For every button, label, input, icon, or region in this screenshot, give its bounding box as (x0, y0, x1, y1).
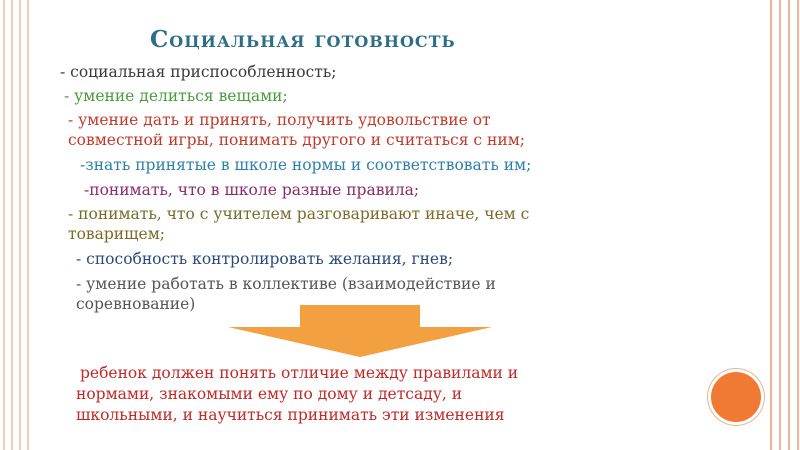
list-item: соревнование) (76, 295, 196, 313)
list-item: - умение дать и принять, получить удовольствие от (68, 111, 491, 129)
slide-title: Социальная готовность (150, 26, 456, 53)
list-item: - понимать, что с учителем разговаривают иначе, чем с (68, 205, 530, 223)
list-item: -знать принятые в школе нормы и соответствовать им; (80, 156, 532, 174)
conclusion-line: нормами, знакомыми ему по дому и детсаду, и (76, 385, 463, 403)
list-item: - социальная приспособленность; (60, 63, 337, 81)
list-item: - умение делиться вещами; (64, 87, 288, 105)
conclusion-line: школьными, и научиться принимать эти изменения (76, 406, 505, 424)
list-item: - способность контролировать желания, гнев; (76, 250, 454, 268)
conclusion-line: ребенок должен понять отличие между правилами и (80, 364, 519, 382)
left-decorative-stripe (0, 0, 30, 450)
down-arrow-icon (228, 305, 492, 357)
list-item: - умение работать в коллективе (взаимодействие и (76, 275, 496, 293)
list-item: совместной игры, понимать другого и считаться с ним; (68, 131, 525, 149)
right-decorative-stripe (766, 0, 800, 450)
list-item: -понимать, что в школе разные правила; (84, 181, 420, 199)
orange-circle-decoration (711, 372, 761, 422)
list-item: товарищем; (68, 225, 165, 243)
